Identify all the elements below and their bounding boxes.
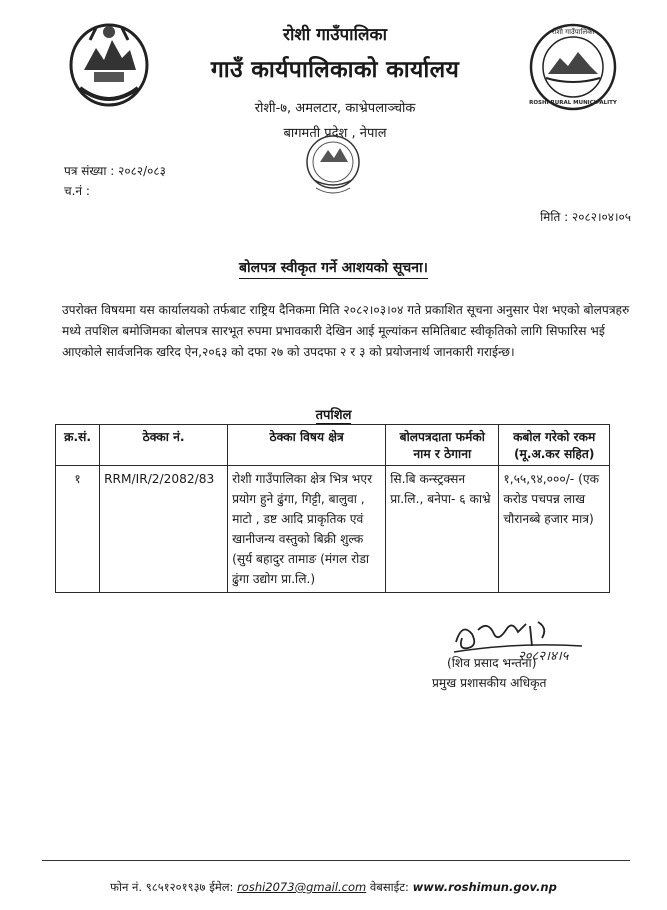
cell-amount: १,५५,९४,०००/- (एक करोड पचपन्न लाख चौरानब्बे हजार मात्र) — [499, 466, 610, 593]
notice-body: उपरोक्त विषयमा यस कार्यालयको तर्फबाट राष्ट्रिय दैनिकमा मिति २०८२।०३।०४ गते प्रकाशित सूचना अनुसार पेश भएको बोलपत्रहरु मध्ये तपशिल बमोजिमका बोलपत्र सारभूत रुपमा प्रभावकारी देखिन आई मूल्यांकन समितिबाट स्वीकृतिको लागि सिफारिस भई आएकोले सार्वजनिक खरिद ऐन,२०६३ को दफा २७ को उपदफा २ र ३ को प्रयोजनार्थ जानकारी गराईन्छ। — [62, 303, 630, 359]
signature-date: २०८२।४।५ — [518, 649, 569, 662]
cell-sn: १ — [56, 466, 100, 593]
cell-description: रोशी गाउँपालिका क्षेत्र भित्र भएर प्रयोग हुने ढुंगा, गिट्टी, बालुवा , माटो , डष्ट आदि प्राकृतिक एवं खानीजन्य वस्तुको बिक्री शुल्क (सुर्य बहादुर तामाङ (मंगल रोडा ढुंगा उद्योग प्रा.लि.) — [228, 466, 386, 593]
header-contract-no: ठेक्का नं. — [100, 425, 228, 466]
footer-phone: फोन नं. ९८५१२०१९३७ — [110, 880, 206, 894]
table-title-text: तपशिल — [315, 408, 352, 423]
header-amount: कबोल गरेको रकम (मू.अ.कर सहित) — [499, 425, 610, 466]
office-name: रोशी गाउँपालिका — [283, 25, 387, 45]
table-row — [56, 466, 610, 593]
footer-email-label: ईमेल: — [209, 880, 234, 894]
notice-subject — [0, 258, 667, 277]
office-province: बागमती प्रदेश , नेपाल — [283, 126, 387, 141]
right-logo-text-top: रोशी गाउँपालिका — [551, 28, 595, 36]
table-header-row — [56, 425, 610, 466]
office-address: रोशी-७, अमलटार, काभ्रेपलाञ्चोक — [254, 101, 416, 116]
header-sn: क्र.सं. — [56, 425, 100, 466]
bid-details-table — [55, 424, 610, 593]
footer-website-link[interactable]: www.roshimun.gov.np — [412, 880, 557, 894]
table-title — [0, 405, 667, 423]
letter-date: मिति : २०८२।०४।०५ — [540, 210, 631, 224]
footer-web-label: वेबसाईट: — [369, 880, 409, 894]
office-title: गाउँ कार्यपालिकाको कार्यालय — [210, 57, 460, 83]
header-description: ठेक्का विषय क्षेत्र — [228, 425, 386, 466]
signatory-title: प्रमुख प्रशासकीय अधिकृत — [432, 676, 547, 690]
cell-contract-no: RRM/IR/2/2082/83 — [100, 466, 228, 593]
roshi-municipality-logo — [528, 22, 618, 112]
office-stamp-icon — [300, 132, 366, 202]
signatory-name: (शिव प्रसाद भन्तना) — [447, 656, 537, 670]
header-bidder: बोलपत्रदाता फर्मको नाम र ठेगाना — [386, 425, 499, 466]
footer-email-link[interactable]: roshi2073@gmail.com — [237, 880, 367, 894]
right-logo-text-bottom: ROSHI RURAL MUNICIPALITY — [529, 100, 617, 106]
cell-bidder: सि.बि कन्स्ट्रक्सन प्रा.लि., बनेपा- ६ काभ्रे — [386, 466, 499, 593]
dispatch-number: च.नं : — [64, 184, 90, 198]
nepal-emblem-logo — [66, 18, 152, 110]
notice-subject-text: बोलपत्र स्वीकृत गर्ने आशयको सूचना। — [239, 260, 428, 279]
footer-divider — [42, 860, 630, 861]
reference-number: पत्र संख्या : २०८२/०८३ — [64, 164, 166, 178]
footer — [0, 880, 667, 895]
